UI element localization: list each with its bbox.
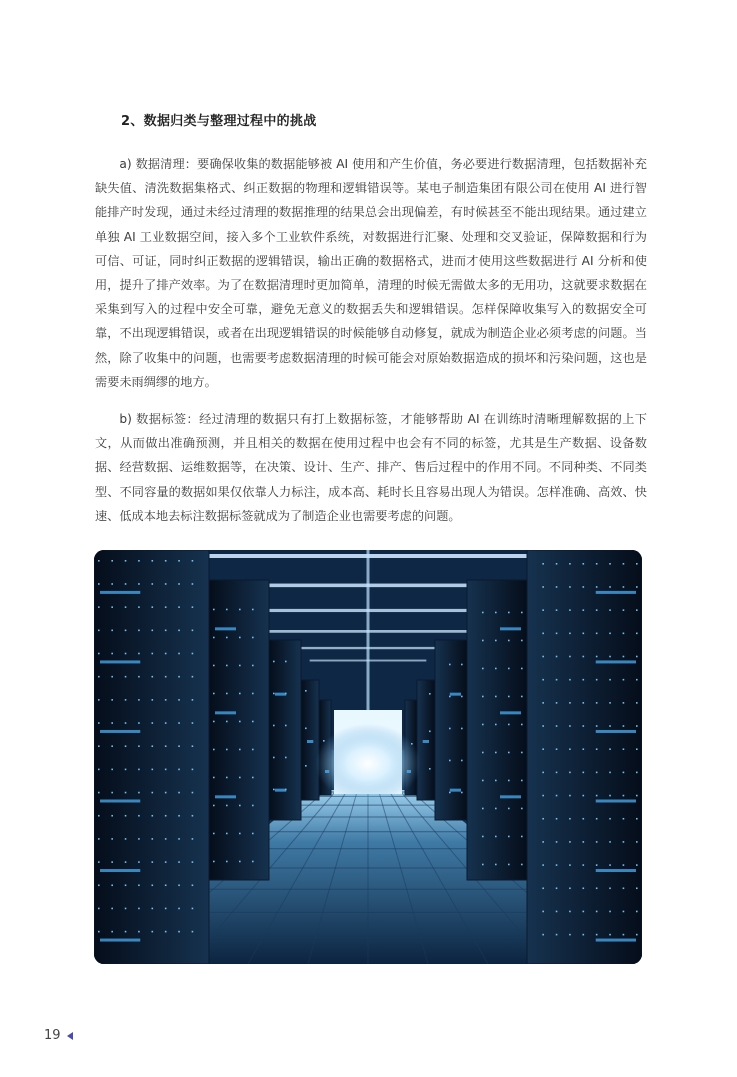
- data-center-photo: [94, 550, 642, 964]
- paragraph-data-cleaning: a) 数据清理：要确保收集的数据能够被 AI 使用和产生价值，务必要进行数据清理，包括数据补充缺失值、清洗数据集格式、纠正数据的物理和逻辑错误等。某电子制造集团有限公司在使用 AI 进行智能排产时发现，通过未经过清理的数据推理的结果总会出现偏差，有时候甚至不能出现结果。通过建立单独 AI 工业数据空间，接入多个工业软件系统，对数据进行汇聚、处理和交叉验证，保障数据和行为可信、可证，同时纠正数据的逻辑错误，输出正确的数据格式，进而才使用这些数据进行 AI 分析和使用，提升了排产效率。为了在数据清理时更加简单，清理的时候无需做太多的无用功，这就要求数据在采集到写入的过程中安全可靠，避免无意义的数据丢失和逻辑错误。怎样保障收集写入的数据安全可靠，不出现逻辑错误，或者在出现逻辑错误的时候能够自动修复，就成为制造企业必须考虑的问题。当然，除了收集中的问题，也需要考虑数据清理的时候可能会对原始数据造成的损坏和污染问题，这也是需要未雨绸缪的地方。: [95, 157, 647, 389]
- page-number: 19: [44, 1028, 61, 1043]
- triangle-left-icon: [67, 1032, 73, 1040]
- page-footer: [44, 1028, 73, 1043]
- paragraph-data-labeling: b) 数据标签：经过清理的数据只有打上数据标签，才能够帮助 AI 在训练时清晰理解数据的上下文，从而做出准确预测，并且相关的数据在使用过程中也会有不同的标签，尤其是生产数据、设备数据、经营数据、运维数据等，在决策、设计、生产、排产、售后过程中的作用不同。不同种类、不同类型、不同容量的数据如果仅依靠人力标注，成本高、耗时长且容易出现人为错误。怎样准确、高效、快速、低成本地去标注数据标签就成为了制造企业也需要考虑的问题。: [95, 412, 647, 523]
- section-heading: 2、数据归类与整理过程中的挑战: [121, 114, 317, 129]
